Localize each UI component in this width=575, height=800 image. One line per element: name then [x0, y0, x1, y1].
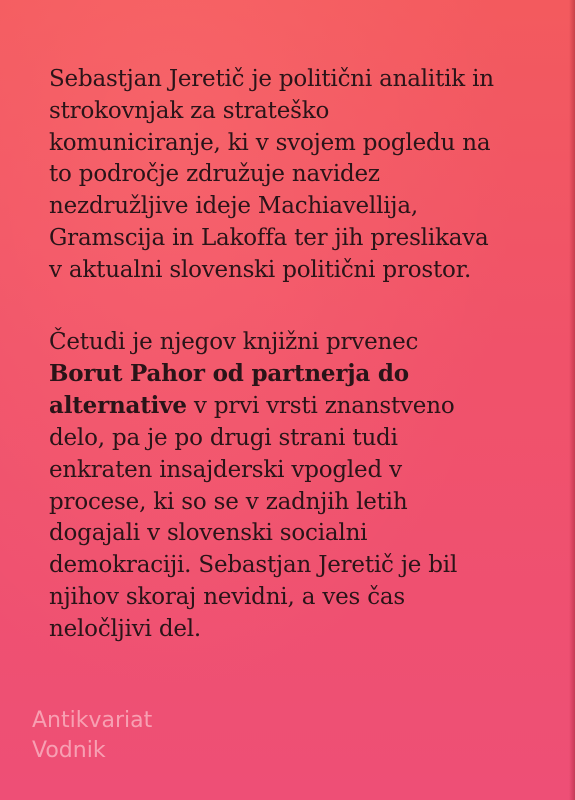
text-line: demokraciji. Sebastjan Jeretič je bil: [49, 552, 458, 579]
paragraph-spacer: [49, 287, 549, 327]
text-line: njihov skoraj nevidni, a ves čas: [49, 583, 406, 610]
cover-edge-shadow: [569, 0, 575, 800]
watermark: [32, 706, 152, 766]
watermark-line: Vodnik: [32, 738, 106, 763]
text-line: strokovnjak za strateško: [49, 97, 330, 124]
text-line: dogajali v slovenski socialni: [49, 520, 368, 547]
book-title-end: alternative: [49, 392, 187, 420]
text-line: to področje združuje navidez: [49, 161, 380, 188]
paragraph-author-bio: [49, 64, 549, 287]
book-title-line: Borut Pahor od partnerja do: [49, 360, 409, 388]
text-line: Četudi je njegov knjižni prvenec: [49, 328, 419, 355]
text-line: Sebastjan Jeretič je politični analitik in: [49, 66, 494, 92]
text-line: nezdružljive ideje Machiavellija,: [49, 193, 418, 220]
text-line: Gramscija in Lakoffa ter jih preslikava: [49, 224, 489, 251]
text-line-with-title: [49, 390, 549, 423]
text-fragment: v prvi vrsti znanstveno: [186, 393, 455, 420]
blurb-text: [49, 64, 549, 646]
paragraph-book-description: [49, 327, 549, 646]
text-line: v aktualni slovenski politični prostor.: [49, 256, 472, 283]
text-line: enkraten insajderski vpogled v: [49, 456, 402, 483]
text-line: delo, pa je po drugi strani tudi: [49, 424, 398, 451]
watermark-line: Antikvariat: [32, 708, 153, 733]
text-line: neločljivi del.: [49, 615, 202, 642]
text-line: procese, ki so se v zadnjih letih: [49, 488, 408, 515]
text-line: komuniciranje, ki v svojem pogledu na: [49, 129, 491, 156]
